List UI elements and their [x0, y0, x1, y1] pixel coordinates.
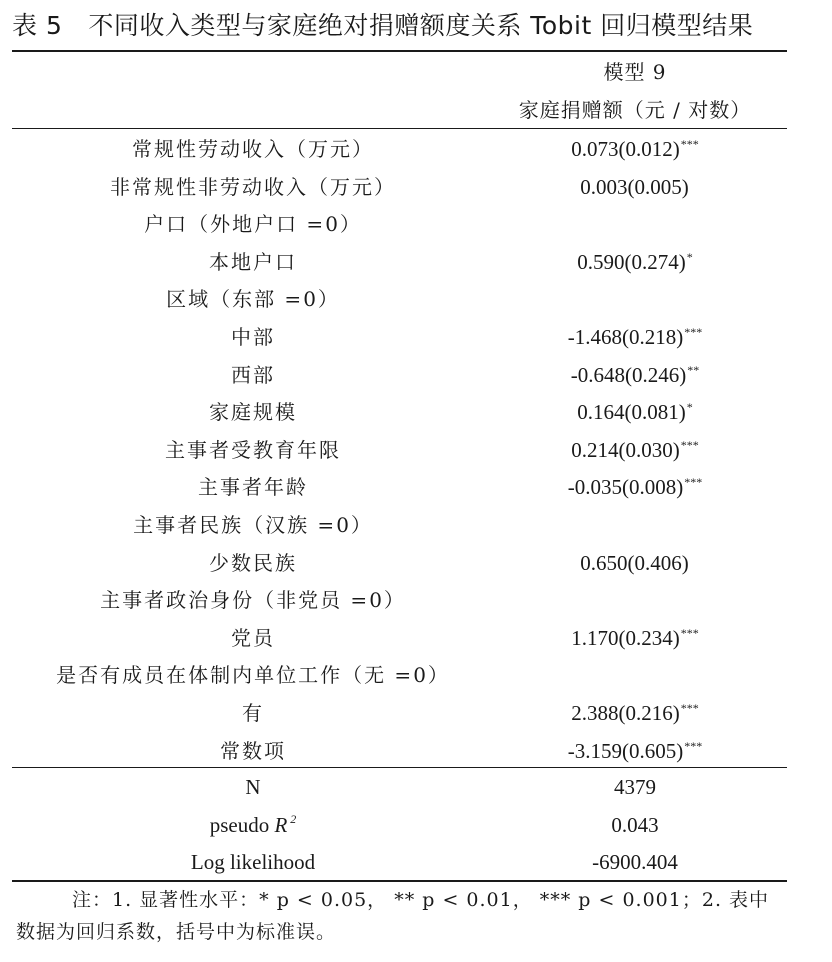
- table-number: 表 5: [12, 11, 63, 40]
- table-row: [0, 168, 832, 206]
- coefficient-cell: [490, 656, 780, 694]
- table-row: [0, 581, 832, 619]
- table-row: [0, 732, 832, 770]
- coefficient-cell: [490, 468, 780, 506]
- coefficient-value: -1.468(0.218): [567, 325, 684, 349]
- stat-row-log-likelihood: [0, 843, 832, 881]
- coefficient-cell: [490, 694, 780, 732]
- variable-label: 西部: [231, 362, 275, 387]
- coefficient-cell: [490, 544, 780, 582]
- table-row: [0, 243, 832, 281]
- variable-label: 主事者民族（汉族 =0）: [133, 513, 373, 537]
- significance-stars: **: [687, 362, 700, 377]
- significance-stars: ***: [684, 475, 703, 490]
- variable-label: 非常规性非劳动收入（万元）: [110, 174, 396, 199]
- significance-stars: ***: [680, 625, 699, 640]
- variable-label: 常规性劳动收入（万元）: [132, 137, 374, 161]
- variable-label: 中部: [231, 325, 275, 349]
- significance-stars: ***: [684, 325, 703, 339]
- coefficient-value: 1.170(0.234): [571, 625, 680, 650]
- r-exponent: 2: [290, 812, 297, 826]
- stat-value: 4379: [614, 775, 656, 799]
- stat-row-pseudo-r2: [0, 806, 832, 844]
- coefficient-cell: [490, 619, 780, 657]
- table-row: [0, 130, 832, 168]
- stat-value: -6900.404: [592, 850, 678, 874]
- table-row: [0, 205, 832, 243]
- coefficient-cell: [490, 732, 780, 770]
- bottom-rule: [12, 880, 787, 882]
- significance-stars: *: [686, 249, 693, 264]
- header-rule: [12, 128, 787, 129]
- r-symbol: R: [274, 813, 288, 837]
- coefficient-cell: [490, 130, 780, 168]
- table-row: [0, 431, 832, 469]
- pseudo-text: pseudo: [209, 813, 270, 837]
- table-row: [0, 544, 832, 582]
- stat-label: Log likelihood: [190, 850, 316, 874]
- table-row: [0, 656, 832, 694]
- significance-stars: ***: [684, 738, 703, 753]
- coefficient-value: 0.650(0.406): [580, 550, 689, 575]
- significance-stars: ***: [680, 701, 699, 715]
- variable-label: 主事者受教育年限: [165, 437, 341, 462]
- note-line-2: 数据为回归系数，括号中为标准误。: [16, 921, 337, 943]
- variable-label: 少数民族: [209, 550, 297, 575]
- coefficient-cell: [490, 506, 780, 544]
- table-title-text: 不同收入类型与家庭绝对捐赠额度关系 Tobit 回归模型结果: [88, 11, 754, 40]
- table-title: [12, 8, 812, 44]
- coefficient-value: 0.164(0.081): [577, 400, 686, 425]
- table-note: [16, 884, 796, 948]
- stat-label: N: [245, 775, 261, 799]
- variable-label: 是否有成员在体制内单位工作（无 =0）: [56, 663, 450, 688]
- coefficient-value: 0.003(0.005): [580, 174, 689, 199]
- table-row: [0, 619, 832, 657]
- coefficient-cell: [490, 280, 780, 318]
- variable-label: 家庭规模: [209, 400, 297, 425]
- coefficient-cell: [490, 431, 780, 469]
- coefficient-value: -0.648(0.246): [570, 362, 687, 387]
- variable-label: 区域（东部 =0）: [166, 287, 340, 312]
- variable-label: 本地户口: [209, 249, 297, 274]
- coefficient-value: 0.073(0.012): [571, 137, 680, 161]
- coefficient-cell: [490, 356, 780, 394]
- variable-label: 有: [242, 701, 264, 725]
- variable-label: 户口（外地户口 =0）: [144, 212, 362, 237]
- stat-value: 0.043: [611, 813, 659, 837]
- table-row: [0, 468, 832, 506]
- coefficient-cell: [490, 318, 780, 356]
- variable-label: 党员: [231, 625, 275, 650]
- table-row: [0, 356, 832, 394]
- top-rule: [12, 50, 787, 52]
- significance-stars: *: [686, 400, 693, 415]
- table-row: [0, 694, 832, 732]
- variable-label: 主事者政治身份（非党员 =0）: [100, 588, 406, 613]
- note-line-1: 注：1. 显著性水平：* p < 0.05， ** p < 0.01， *** p < 0.001；2. 表中: [72, 889, 770, 911]
- table-row: [0, 318, 832, 356]
- coefficient-cell: [490, 243, 780, 281]
- significance-stars: ***: [680, 437, 699, 452]
- coefficient-value: 2.388(0.216): [571, 701, 680, 725]
- coefficient-value: 0.590(0.274): [577, 249, 686, 274]
- variable-label: 主事者年龄: [198, 475, 308, 500]
- coefficient-value: -3.159(0.605): [567, 738, 684, 763]
- table-row: [0, 393, 832, 431]
- coefficient-cell: [490, 205, 780, 243]
- dependent-variable-header: 家庭捐赠额（元 / 对数）: [518, 98, 752, 122]
- coefficient-value: -0.035(0.008): [567, 475, 684, 500]
- coefficient-cell: [490, 168, 780, 206]
- significance-stars: ***: [680, 137, 699, 151]
- model-header: 模型 9: [603, 60, 667, 84]
- stat-row-n: [0, 768, 832, 806]
- table-row: [0, 280, 832, 318]
- stat-label: [30, 806, 476, 844]
- coefficient-value: 0.214(0.030): [571, 437, 680, 462]
- table-row: [0, 506, 832, 544]
- coefficient-cell: [490, 581, 780, 619]
- variable-label: 常数项: [220, 738, 286, 763]
- coefficient-cell: [490, 393, 780, 431]
